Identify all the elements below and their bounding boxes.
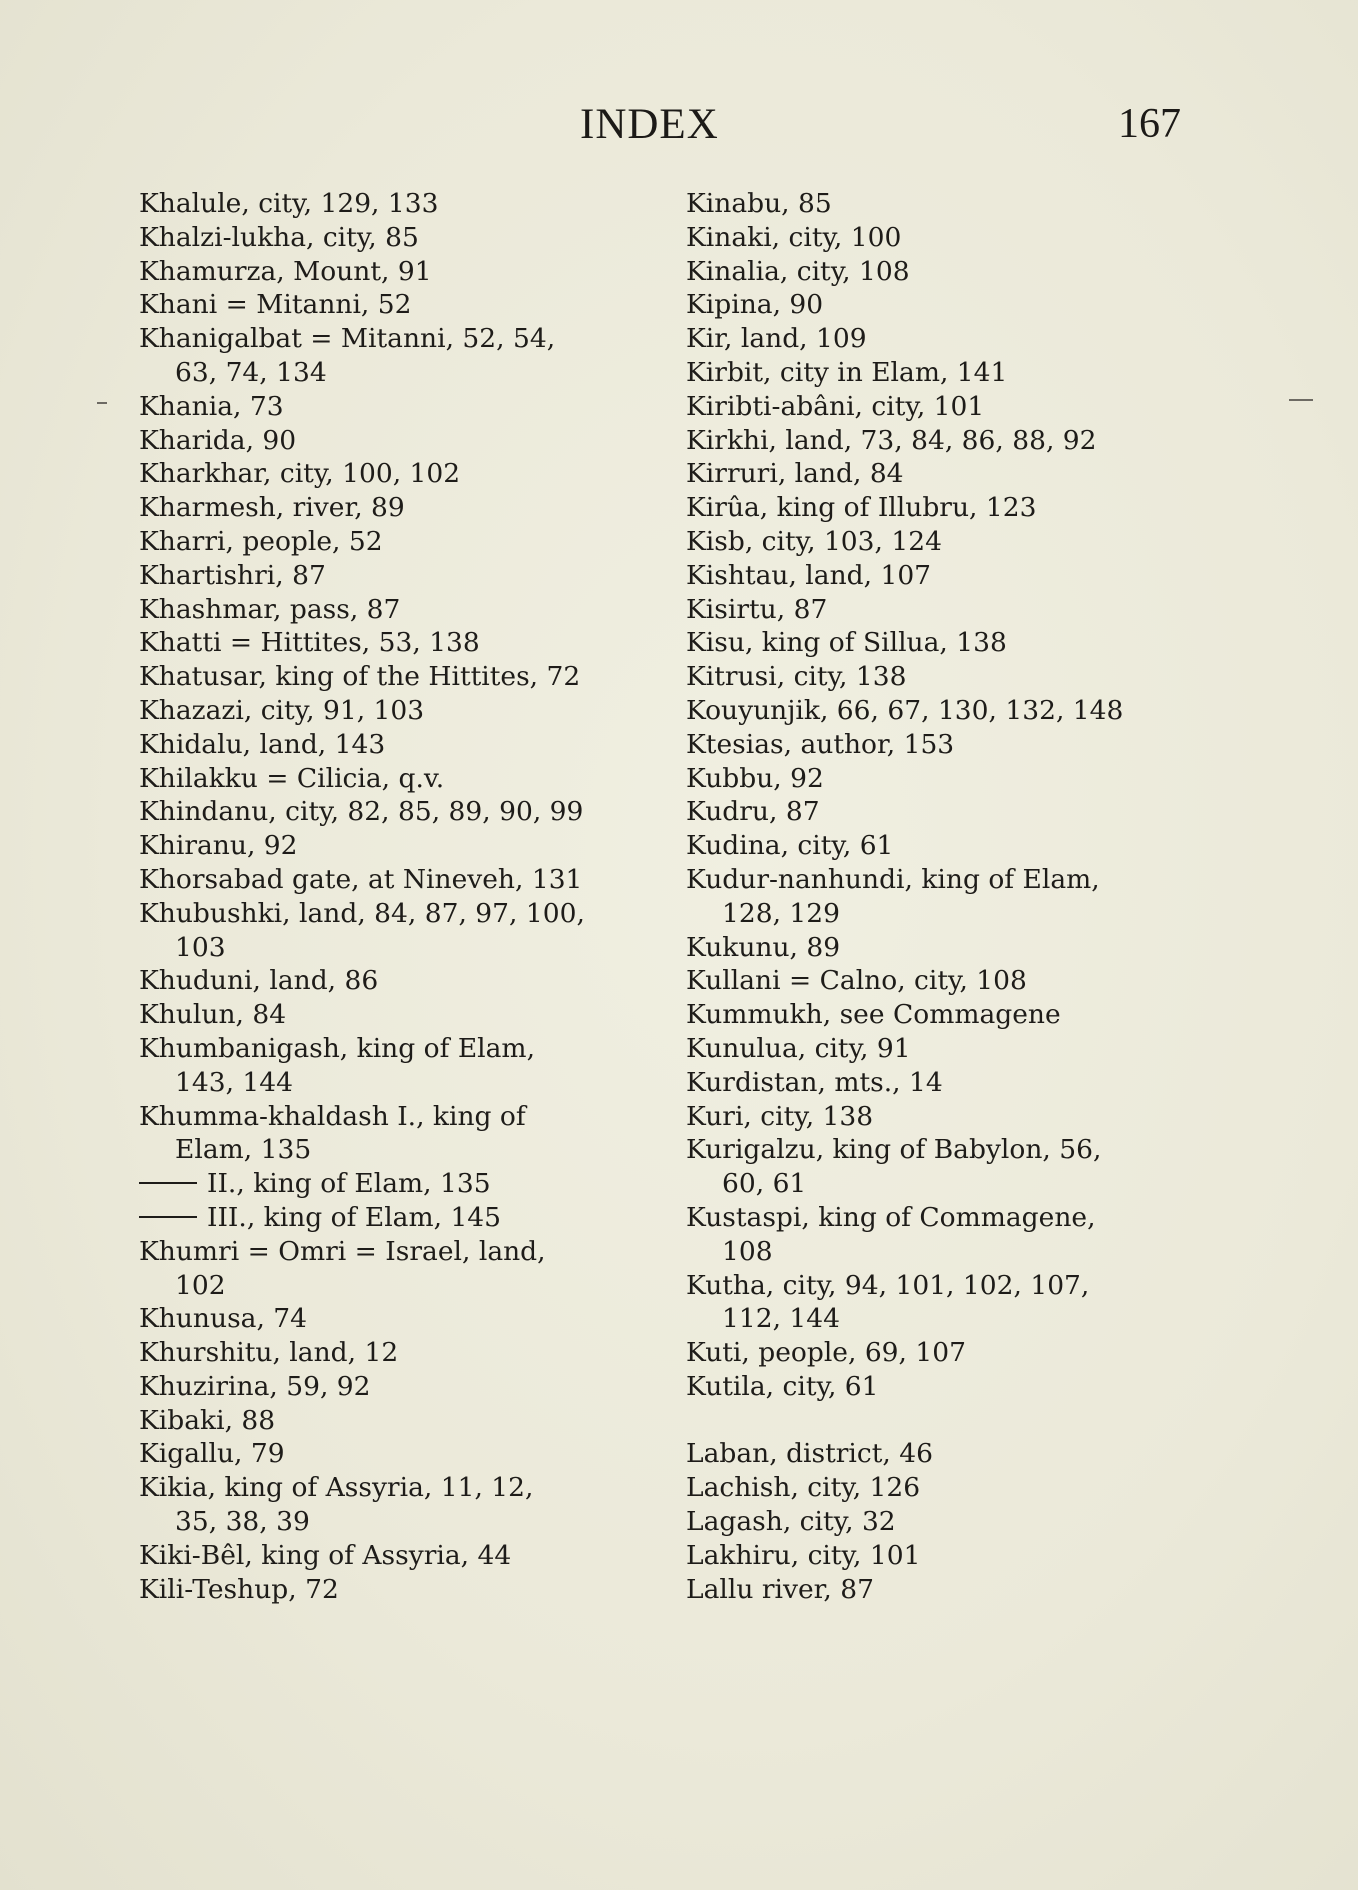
index-entry-text: Kudur-nanhundi, king of Elam, xyxy=(686,863,1100,895)
index-entry-text: Kubbu, 92 xyxy=(686,762,824,794)
index-entry-continuation xyxy=(139,931,639,965)
index-entry-continuation xyxy=(139,1066,639,1100)
index-entry-text: Kouyunjik, 66, 67, 130, 132, 148 xyxy=(686,694,1124,726)
index-entry-text: Kiki-Bêl, king of Assyria, 44 xyxy=(139,1539,512,1571)
index-entry xyxy=(139,795,639,829)
index-entry xyxy=(139,288,639,322)
index-entry xyxy=(686,457,1196,491)
index-subentry xyxy=(139,1201,639,1235)
index-entry xyxy=(139,255,639,289)
margin-mark-right xyxy=(1289,399,1313,401)
index-entry-text: Kiribti-abâni, city, 101 xyxy=(686,390,985,422)
index-entry xyxy=(139,1573,639,1607)
index-entry xyxy=(139,593,639,627)
index-entry xyxy=(686,1370,1196,1404)
index-entry-text: Kunulua, city, 91 xyxy=(686,1032,911,1064)
index-entry-text: Laban, district, 46 xyxy=(686,1438,933,1470)
index-entry xyxy=(139,424,639,458)
index-entry-text: Kullani = Calno, city, 108 xyxy=(686,965,1027,997)
index-entry xyxy=(686,728,1196,762)
index-entry-text: Khiranu, 92 xyxy=(139,830,298,862)
index-entry-text: Khani = Mitanni, 52 xyxy=(139,289,412,321)
index-entry xyxy=(139,660,639,694)
index-entry-text: Lagash, city, 32 xyxy=(686,1506,896,1538)
index-entry-text: Khartishri, 87 xyxy=(139,559,326,591)
index-entry-text: 128, 129 xyxy=(722,897,841,929)
index-entry xyxy=(686,1505,1196,1539)
index-entry-text: Kummukh, see Commagene xyxy=(686,999,1061,1031)
index-entry xyxy=(686,626,1196,660)
index-entry-continuation xyxy=(686,1235,1196,1269)
index-entry-text: Khidalu, land, 143 xyxy=(139,728,386,760)
index-entry-continuation xyxy=(686,1167,1196,1201)
index-entry-text: Kisb, city, 103, 124 xyxy=(686,525,942,557)
index-entry-continuation xyxy=(686,1302,1196,1336)
index-entry xyxy=(139,1404,639,1438)
index-entry xyxy=(139,491,639,525)
index-entry xyxy=(139,187,639,221)
index-entry-text: Khunusa, 74 xyxy=(139,1303,308,1335)
index-entry xyxy=(686,964,1196,998)
index-entry xyxy=(686,660,1196,694)
index-entry xyxy=(686,221,1196,255)
index-entry-text: Khuzirina, 59, 92 xyxy=(139,1370,371,1402)
index-entry xyxy=(686,1100,1196,1134)
index-entry xyxy=(686,1133,1196,1167)
index-entry xyxy=(686,1066,1196,1100)
index-entry-text: Khorsabad gate, at Nineveh, 131 xyxy=(139,863,583,895)
index-entry-text: Kishtau, land, 107 xyxy=(686,559,932,591)
index-entry-text: Lallu river, 87 xyxy=(686,1573,874,1605)
index-entry xyxy=(686,1573,1196,1607)
index-entry-text: Kinalia, city, 108 xyxy=(686,255,910,287)
index-entry xyxy=(139,322,639,356)
index-entry-text: II., king of Elam, 135 xyxy=(207,1168,491,1200)
index-entry-text: Khalzi-lukha, city, 85 xyxy=(139,221,419,253)
index-entry xyxy=(686,390,1196,424)
index-entry-text: Kharmesh, river, 89 xyxy=(139,492,405,524)
ditto-dash xyxy=(139,1216,197,1218)
index-entry xyxy=(686,559,1196,593)
index-entry-text: Khulun, 84 xyxy=(139,999,287,1031)
ditto-dash xyxy=(139,1182,197,1184)
index-entry-text: 108 xyxy=(722,1235,773,1267)
index-entry-text: Khatti = Hittites, 53, 138 xyxy=(139,627,480,659)
index-entry-text: Kili-Teshup, 72 xyxy=(139,1573,339,1605)
index-entry-continuation xyxy=(139,1133,639,1167)
index-subentry xyxy=(139,1167,639,1201)
section-gap xyxy=(686,1404,1196,1438)
index-entry-text: Khumbanigash, king of Elam, xyxy=(139,1032,535,1064)
index-entry-text: Kudru, 87 xyxy=(686,796,820,828)
index-entry xyxy=(686,1539,1196,1573)
index-entry-text: Kutila, city, 61 xyxy=(686,1370,879,1402)
index-entry xyxy=(686,255,1196,289)
index-entry-text: Kigallu, 79 xyxy=(139,1438,285,1470)
index-entry-text: Kudina, city, 61 xyxy=(686,830,894,862)
index-entry xyxy=(139,1437,639,1471)
index-entry xyxy=(139,1235,639,1269)
index-entry xyxy=(139,863,639,897)
index-entry-text: Elam, 135 xyxy=(175,1134,312,1166)
index-entry-text: Khumma-khaldash I., king of xyxy=(139,1100,526,1132)
index-entry-text: Kirkhi, land, 73, 84, 86, 88, 92 xyxy=(686,424,1097,456)
index-entry-text: Lakhiru, city, 101 xyxy=(686,1539,921,1571)
index-entry-text: Kitrusi, city, 138 xyxy=(686,661,907,693)
index-entry-continuation xyxy=(139,356,639,390)
index-entry xyxy=(686,1336,1196,1370)
index-entry-text: 63, 74, 134 xyxy=(175,356,327,388)
index-entry-text: Khamurza, Mount, 91 xyxy=(139,255,432,287)
index-entry-text: Kirûa, king of Illubru, 123 xyxy=(686,492,1037,524)
index-entry-text: Kirruri, land, 84 xyxy=(686,458,904,490)
index-entry-text: Khurshitu, land, 12 xyxy=(139,1337,399,1369)
margin-mark-left xyxy=(97,402,107,404)
index-entry-continuation xyxy=(686,897,1196,931)
index-entry-text: Khumri = Omri = Israel, land, xyxy=(139,1235,546,1267)
index-entry-continuation xyxy=(139,1269,639,1303)
index-entry-text: Kharri, people, 52 xyxy=(139,525,383,557)
index-entry-text: Kuti, people, 69, 107 xyxy=(686,1337,966,1369)
index-entry-text: Kir, land, 109 xyxy=(686,323,867,355)
index-entry xyxy=(139,964,639,998)
index-entry xyxy=(139,559,639,593)
index-entry xyxy=(686,863,1196,897)
index-entry-text: Kipina, 90 xyxy=(686,289,824,321)
index-entry-text: Kinabu, 85 xyxy=(686,188,832,219)
index-entry-text: 112, 144 xyxy=(722,1303,841,1335)
index-entry xyxy=(139,728,639,762)
index-entry xyxy=(686,424,1196,458)
index-entry-text: Kukunu, 89 xyxy=(686,931,841,963)
index-entry xyxy=(139,221,639,255)
index-entry-text: Khubushki, land, 84, 87, 97, 100, xyxy=(139,897,585,929)
index-entry-text: Khatusar, king of the Hittites, 72 xyxy=(139,661,581,693)
index-entry xyxy=(139,1100,639,1134)
index-entry xyxy=(139,1370,639,1404)
index-entry-text: Khanigalbat = Mitanni, 52, 54, xyxy=(139,323,556,355)
index-entry xyxy=(686,288,1196,322)
index-entry-text: Kibaki, 88 xyxy=(139,1404,276,1436)
index-entry xyxy=(139,1336,639,1370)
index-entry xyxy=(686,829,1196,863)
page-number: 167 xyxy=(1118,101,1181,147)
running-head xyxy=(0,100,1358,150)
index-entry-text: Khalule, city, 129, 133 xyxy=(139,188,439,219)
index-entry-text: Kurdistan, mts., 14 xyxy=(686,1066,943,1098)
index-entry-text: Kustaspi, king of Commagene, xyxy=(686,1201,1096,1233)
index-entry-text: Kutha, city, 94, 101, 102, 107, xyxy=(686,1269,1090,1301)
index-entry xyxy=(139,762,639,796)
index-entry-text: Kisirtu, 87 xyxy=(686,593,828,625)
index-entry xyxy=(139,829,639,863)
index-entry-text: Khilakku = Cilicia, q.v. xyxy=(139,762,445,794)
index-entry xyxy=(139,1302,639,1336)
index-entry xyxy=(686,1201,1196,1235)
index-entry-text: Khazazi, city, 91, 103 xyxy=(139,694,425,726)
index-entry xyxy=(686,998,1196,1032)
index-entry xyxy=(139,457,639,491)
index-entry xyxy=(686,525,1196,559)
index-entry xyxy=(139,1539,639,1573)
index-entry-text: Kharkhar, city, 100, 102 xyxy=(139,458,461,490)
index-entry-text: 60, 61 xyxy=(722,1168,807,1200)
index-entry xyxy=(139,998,639,1032)
index-entry xyxy=(139,626,639,660)
index-entry-text: Khashmar, pass, 87 xyxy=(139,593,401,625)
index-entry xyxy=(139,390,639,424)
index-entry xyxy=(686,931,1196,965)
index-entry-text: 103 xyxy=(175,931,226,963)
index-entry xyxy=(686,762,1196,796)
index-entry xyxy=(686,1032,1196,1066)
index-entry xyxy=(686,322,1196,356)
index-entry-continuation xyxy=(139,1505,639,1539)
index-entry xyxy=(686,187,1196,221)
index-entry-text: Kinaki, city, 100 xyxy=(686,221,902,253)
index-entry xyxy=(686,795,1196,829)
index-entry-text: 102 xyxy=(175,1269,226,1301)
index-entry xyxy=(686,593,1196,627)
index-entry-text: Khuduni, land, 86 xyxy=(139,965,379,997)
index-entry xyxy=(686,356,1196,390)
index-entry xyxy=(686,491,1196,525)
index-entry xyxy=(686,694,1196,728)
index-column-right xyxy=(686,187,1196,1606)
index-column-left xyxy=(139,187,639,1606)
index-entry-text: Kharida, 90 xyxy=(139,424,297,456)
index-entry xyxy=(686,1471,1196,1505)
index-entry-text: Kurigalzu, king of Babylon, 56, xyxy=(686,1134,1102,1166)
index-entry xyxy=(139,897,639,931)
index-entry xyxy=(139,1471,639,1505)
index-entry-text: Kisu, king of Sillua, 138 xyxy=(686,627,1007,659)
index-entry xyxy=(139,1032,639,1066)
page-title: INDEX xyxy=(580,101,719,148)
index-entry-text: III., king of Elam, 145 xyxy=(207,1201,502,1233)
index-entry xyxy=(139,525,639,559)
index-entry xyxy=(686,1269,1196,1303)
index-entry-text: Kuri, city, 138 xyxy=(686,1100,874,1132)
index-entry-text: Khania, 73 xyxy=(139,390,284,422)
index-entry-text: Khindanu, city, 82, 85, 89, 90, 99 xyxy=(139,796,584,828)
index-entry-text: Kirbit, city in Elam, 141 xyxy=(686,356,1008,388)
index-entry xyxy=(686,1437,1196,1471)
index-entry-text: 35, 38, 39 xyxy=(175,1506,310,1538)
index-entry-text: Kikia, king of Assyria, 11, 12, xyxy=(139,1472,534,1504)
index-entry xyxy=(139,694,639,728)
index-entry-text: 143, 144 xyxy=(175,1066,294,1098)
index-entry-text: Ktesias, author, 153 xyxy=(686,728,955,760)
index-entry-text: Lachish, city, 126 xyxy=(686,1472,921,1504)
